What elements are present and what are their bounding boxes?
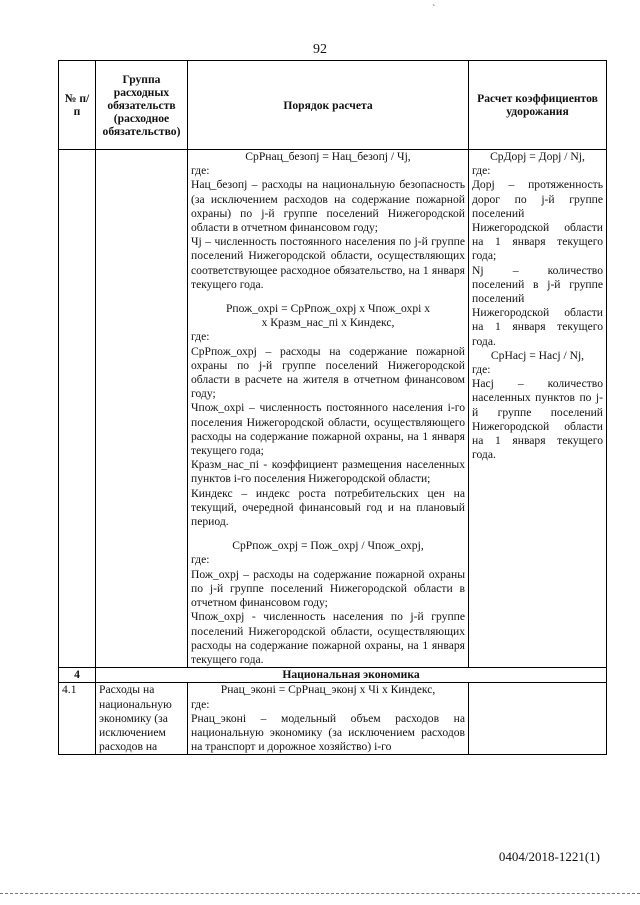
text-paragraph: Рнац_эконi – модельный объем расходов на национальную экономику (за исключением расходов на транспорт и дорожное хозяйство) i-го <box>191 711 465 754</box>
formula-line: Рнац_эконi = СрРнац_эконj х Чi х Киндекс, <box>220 683 436 697</box>
formula-line: СрРпож_охрj = Пож_охрj / Чпож_охрj, <box>232 539 424 553</box>
formula-line: СрРнац_безопj = Нац_безопj / Чj, <box>245 150 411 163</box>
text-paragraph: Чпож_охрi – численность постоянного населения i-го поселения Нижегородской области, осуществляющего расходы на содержание пожарной охраны, на 1 января текущего года; <box>191 401 465 458</box>
text-paragraph: Кразм_нас_пi - коэффициент размещения населенных пунктов i-го поселения Нижегородской области; <box>191 458 465 486</box>
formula-line: х Кразм_нас_пi х Киндекс, <box>261 316 395 330</box>
cell-coef <box>469 150 607 668</box>
header-order: Порядок расчета <box>188 61 469 150</box>
spacer <box>191 292 465 302</box>
table-header-row <box>59 61 607 150</box>
calculation-table <box>58 60 607 755</box>
text-paragraph: Киндекс – индекс роста потребительских цен на текущий, очередной финансовый год и на плановый период. <box>191 486 465 529</box>
spacer <box>191 529 465 539</box>
section-number: 4 <box>59 668 96 683</box>
formula-line: СрНасj = Насj / Nj, <box>490 348 585 362</box>
cell-order <box>188 683 469 755</box>
text-paragraph: где: <box>472 363 491 377</box>
text-paragraph: где: <box>191 553 210 567</box>
page-edge-marks <box>0 893 640 898</box>
cell-coef-empty <box>469 683 607 755</box>
cell-order <box>188 150 469 668</box>
text-paragraph: СрРпож_охрj – расходы на содержание пожарной охраны по j-й группе поселений Нижегородской области в расчете на жителя в отчетном финансовом году; <box>191 344 465 401</box>
text-paragraph: Пож_охрj – расходы на содержание пожарной охраны по j-й группе поселений Нижегородской области в отчетном финансовом году; <box>191 567 465 610</box>
header-coef: Расчет коэффициентов удорожания <box>469 61 607 150</box>
table-row <box>59 683 607 755</box>
cell-num-empty <box>59 150 96 668</box>
text-paragraph: Насj – количество населенных пунктов по j-й группе поселений Нижегородской области на 1 января текущего года. <box>472 377 603 462</box>
text-paragraph: Чпож_охрj - численность населения по j-й группе поселений Нижегородской области, осуществляющих расходы на содержание пожарной охраны, на 1 января текущего года. <box>191 610 465 666</box>
text-paragraph: Nj – количество поселений в j-й группе поселений Нижегородской области на 1 января текущего года. <box>472 263 603 348</box>
document-code: 0404/2018-1221(1) <box>498 849 600 864</box>
formula-line: СрДорj = Дорj / Nj, <box>490 150 585 163</box>
text-paragraph: Нац_безопj – расходы на национальную безопасность (за исключением расходов на содержание пожарной охраны) по j-й группе поселений Нижегородской области в отчетном финансовом году; <box>191 178 465 235</box>
text-paragraph: где: <box>191 697 210 711</box>
cell-group-empty <box>96 150 188 668</box>
row-group: Расходы на национальную экономику (за исключением расходов на <box>96 683 188 755</box>
page-number: 92 <box>313 42 327 57</box>
text-paragraph: где: <box>191 164 210 178</box>
row-number: 4.1 <box>59 683 96 755</box>
text-paragraph: Чj – численность постоянного населения по j-й группе поселений Нижегородской области, осуществляющих соответствующее расходное обязательство, на 1 января текущего года. <box>191 235 465 291</box>
table-row-continued <box>59 150 607 668</box>
header-num: № п/п <box>59 61 96 150</box>
scan-mark: ` <box>432 4 436 15</box>
section-title: Национальная экономика <box>96 668 607 683</box>
formula-line: Рпож_охрi = СрРпож_охрj х Чпож_охрi х <box>225 302 431 316</box>
header-group: Группа расходных обязательств (расходное обязательство) <box>96 61 188 150</box>
text-paragraph: где: <box>472 164 491 178</box>
section-row <box>59 668 607 683</box>
text-paragraph: где: <box>191 330 210 344</box>
text-paragraph: Дорj – протяженность дорог по j-й группе поселений Нижегородской области на 1 января текущего года; <box>472 178 603 263</box>
